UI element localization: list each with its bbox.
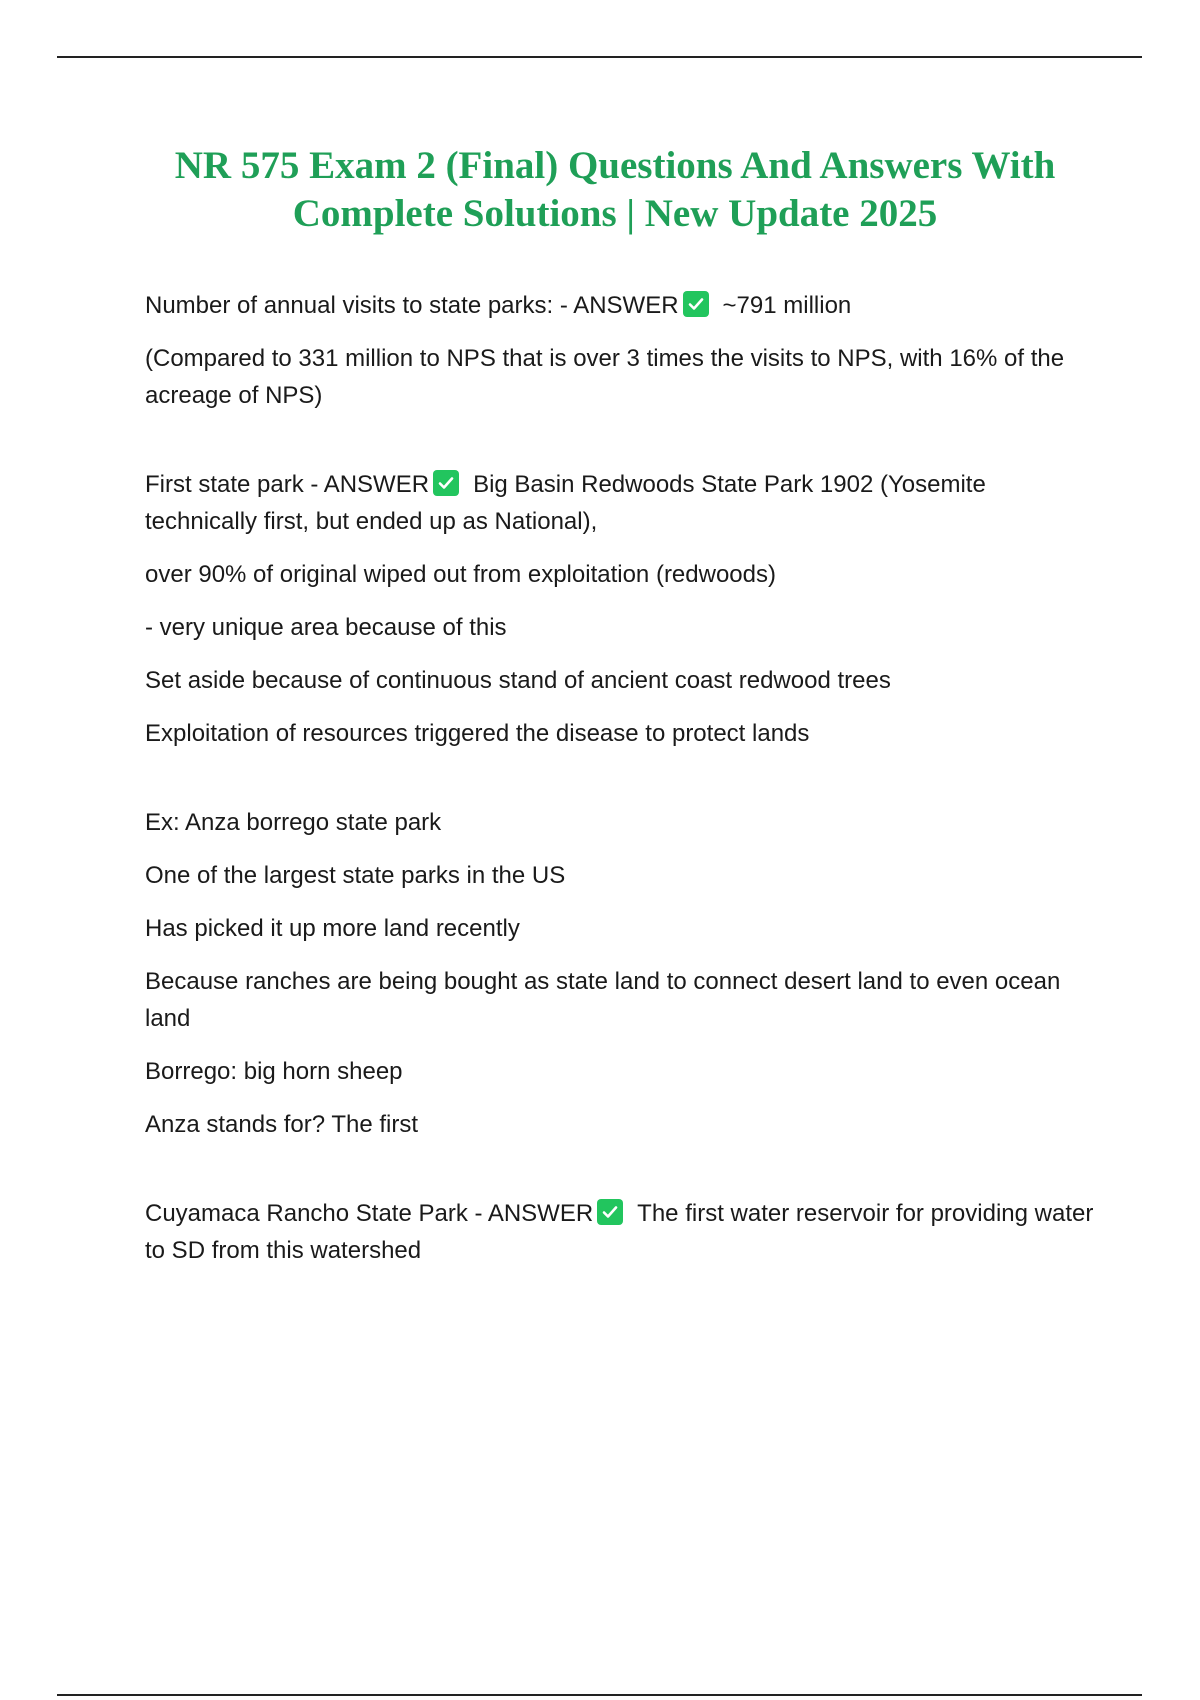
title-line-1: NR 575 Exam 2 (Final) Questions And Answers With	[174, 144, 1056, 187]
note-paragraph: Borrego: big horn sheep	[145, 1058, 403, 1085]
note-paragraph: Ex: Anza borrego state park	[145, 809, 442, 836]
qa-item-annual-visits	[145, 287, 1095, 324]
note-paragraph: Set aside because of continuous stand of ancient coast redwood trees	[145, 667, 891, 694]
checkmark-box-icon	[597, 1199, 623, 1225]
question-text: First state park - ANSWER	[145, 471, 430, 498]
note-paragraph: - very unique area because of this	[145, 614, 507, 641]
checkmark-box-icon	[683, 291, 709, 317]
note-paragraph: Because ranches are being bought as state land to connect desert land to even ocean land	[145, 968, 1061, 1032]
note-paragraph: One of the largest state parks in the US	[145, 862, 566, 889]
answer-text: ~791 million	[722, 292, 852, 319]
answer-text: Big Basin Redwoods State Park 1902 (Yosemite technically first, but ended up as National),	[145, 471, 986, 535]
document-body	[145, 287, 1095, 1285]
note-paragraph: (Compared to 331 million to NPS that is over 3 times the visits to NPS, with 16% of the acreage of NPS)	[145, 345, 1065, 409]
top-rule	[57, 56, 1142, 58]
qa-item-cuyamaca	[145, 1195, 1095, 1269]
question-text: Number of annual visits to state parks: - ANSWER	[145, 292, 679, 319]
question-text: Cuyamaca Rancho State Park - ANSWER	[145, 1200, 594, 1227]
note-paragraph: Has picked it up more land recently	[145, 915, 520, 942]
title-line-2: Complete Solutions | New Update 2025	[292, 192, 938, 235]
qa-item-first-state-park	[145, 466, 1095, 540]
answer-text: The first water reservoir for providing water to SD from this watershed	[145, 1200, 1094, 1264]
checkmark-box-icon	[433, 470, 459, 496]
note-paragraph: over 90% of original wiped out from exploitation (redwoods)	[145, 561, 776, 588]
note-paragraph: Exploitation of resources triggered the disease to protect lands	[145, 720, 810, 747]
note-paragraph: Anza stands for? The first	[145, 1111, 419, 1138]
bottom-rule	[57, 1694, 1142, 1696]
document-title	[100, 142, 1130, 238]
